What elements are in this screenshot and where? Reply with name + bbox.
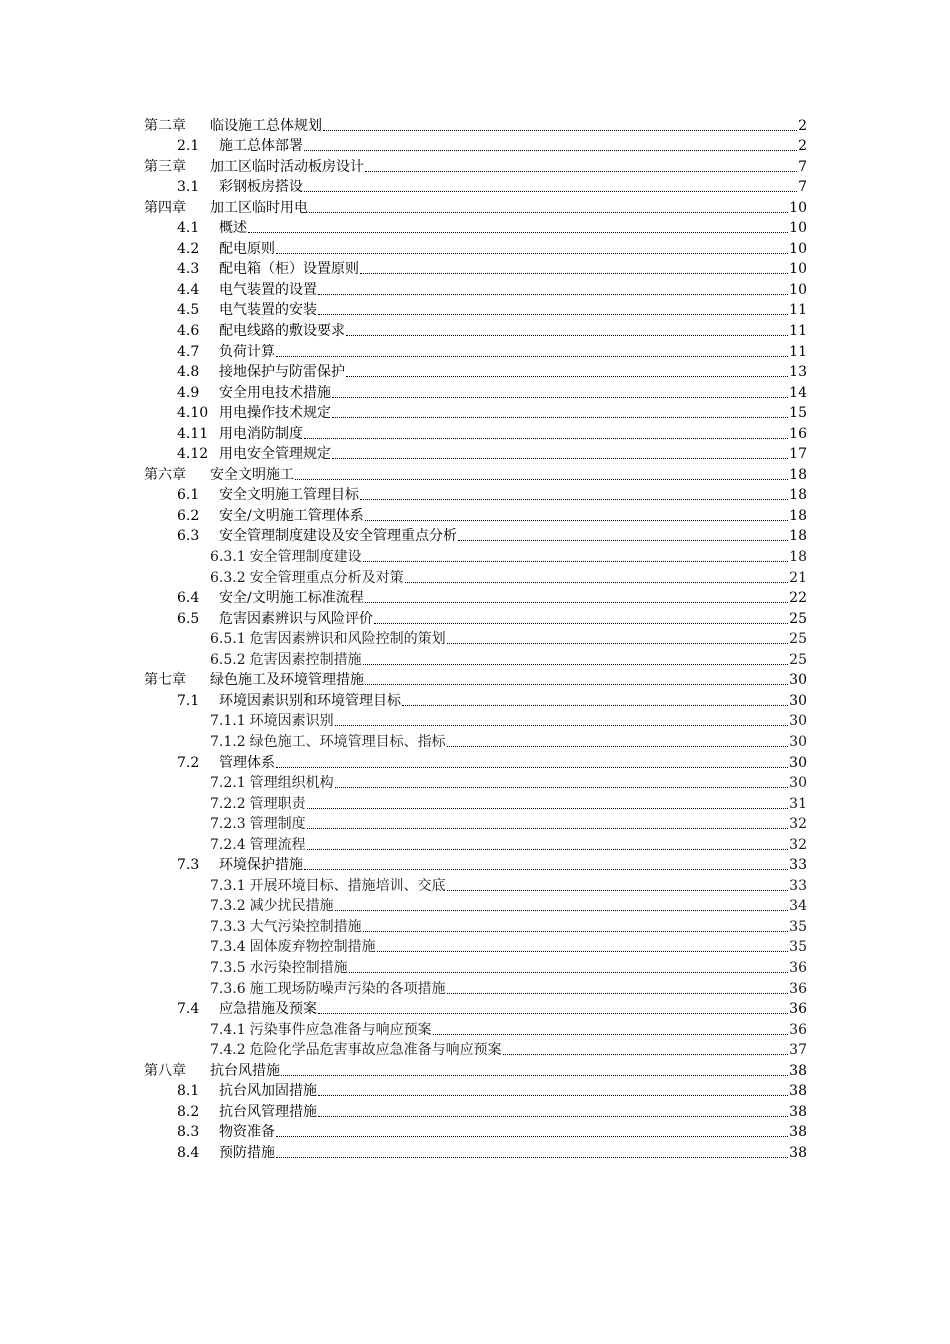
toc-entry[interactable] <box>144 526 807 547</box>
toc-entry-title: 安全文明施工 <box>210 466 294 483</box>
toc-dot-leader <box>318 294 788 295</box>
toc-dot-leader <box>276 1136 788 1137</box>
toc-dot-leader <box>295 479 788 480</box>
toc-entry-number: 4.10 <box>177 405 209 422</box>
toc-entry-number: 7.2 <box>177 754 200 771</box>
toc-dot-leader <box>309 212 788 213</box>
toc-entry-number: 4.8 <box>177 364 200 381</box>
toc-entry-number: 4.12 <box>177 446 209 463</box>
toc-entry-number: 6.3.1 <box>210 549 246 566</box>
toc-dot-leader <box>304 191 797 192</box>
toc-entry-page-number: 14 <box>789 384 807 401</box>
toc-entry[interactable] <box>144 711 807 732</box>
toc-entry[interactable] <box>144 834 807 855</box>
toc-dot-leader <box>307 828 789 829</box>
toc-entry-page-number: 36 <box>789 980 807 997</box>
toc-entry-title: 电气装置的安装 <box>219 302 317 319</box>
toc-entry-page-number: 37 <box>789 1042 807 1059</box>
toc-entry-page-number: 38 <box>789 1083 807 1100</box>
toc-dot-leader <box>318 314 788 315</box>
toc-entry-page-number: 2 <box>798 138 807 155</box>
toc-entry-title: 减少扰民措施 <box>249 898 334 915</box>
toc-entry[interactable] <box>144 115 807 136</box>
toc-entry[interactable] <box>144 444 807 465</box>
toc-entry-number: 7.2.3 <box>210 816 246 833</box>
toc-entry-title: 安全用电技术措施 <box>219 384 331 401</box>
toc-entry-number: 第二章 <box>144 117 186 134</box>
toc-dot-leader <box>346 376 788 377</box>
toc-dot-leader <box>363 561 789 562</box>
toc-entry[interactable] <box>144 403 807 424</box>
toc-entry-title: 绿色施工、环境管理目标、指标 <box>249 733 446 750</box>
toc-entry[interactable] <box>144 670 807 691</box>
toc-entry[interactable] <box>144 156 807 177</box>
toc-entry[interactable] <box>144 1040 807 1061</box>
toc-entry-title: 危害因素辨识和风险控制的策划 <box>249 631 446 648</box>
toc-entry-title: 危险化学品危害事故应急准备与响应预案 <box>249 1042 502 1059</box>
toc-entry-title: 安全管理重点分析及对策 <box>249 569 404 586</box>
toc-entry-page-number: 10 <box>789 281 807 298</box>
toc-entry-number: 第三章 <box>144 158 186 175</box>
toc-entry[interactable] <box>144 896 807 917</box>
toc-entry-page-number: 33 <box>789 877 807 894</box>
toc-dot-leader <box>405 582 789 583</box>
toc-entry[interactable] <box>144 937 807 958</box>
toc-entry-page-number: 13 <box>789 364 807 381</box>
toc-entry-title: 环境因素识别和环境管理目标 <box>219 692 401 709</box>
toc-entry-page-number: 25 <box>789 631 807 648</box>
toc-entry[interactable] <box>144 362 807 383</box>
toc-entry[interactable] <box>144 999 807 1020</box>
toc-entry-page-number: 25 <box>789 610 807 627</box>
toc-entry-page-number: 18 <box>789 528 807 545</box>
toc-entry-title: 大气污染控制措施 <box>249 918 362 935</box>
toc-entry-title: 开展环境目标、措施培训、交底 <box>249 877 446 894</box>
toc-entry[interactable] <box>144 1122 807 1143</box>
toc-entry[interactable] <box>144 136 807 157</box>
toc-dot-leader <box>335 787 789 788</box>
toc-dot-leader <box>447 890 789 891</box>
toc-entry[interactable] <box>144 649 807 670</box>
toc-entry-title: 概述 <box>219 220 247 237</box>
toc-dot-leader <box>365 171 797 172</box>
toc-entry[interactable] <box>144 875 807 896</box>
toc-entry-page-number: 30 <box>789 692 807 709</box>
toc-dot-leader <box>276 767 788 768</box>
toc-entry-page-number: 18 <box>789 487 807 504</box>
toc-entry[interactable] <box>144 259 807 280</box>
toc-entry-number: 4.1 <box>177 220 200 237</box>
toc-entry-number: 7.3.4 <box>210 939 246 956</box>
toc-entry[interactable] <box>144 238 807 259</box>
toc-dot-leader <box>363 931 789 932</box>
toc-dot-leader <box>332 397 788 398</box>
toc-entry-page-number: 32 <box>789 836 807 853</box>
toc-entry[interactable] <box>144 1081 807 1102</box>
toc-entry-number: 7.2.4 <box>210 836 246 853</box>
toc-entry[interactable] <box>144 588 807 609</box>
toc-entry[interactable] <box>144 197 807 218</box>
toc-entry[interactable] <box>144 505 807 526</box>
toc-entry[interactable] <box>144 1101 807 1122</box>
toc-entry-title: 用电操作技术规定 <box>219 405 331 422</box>
toc-dot-leader <box>335 725 789 726</box>
toc-entry-page-number: 18 <box>789 507 807 524</box>
toc-entry[interactable] <box>144 1060 807 1081</box>
toc-entry-title: 环境保护措施 <box>219 857 303 874</box>
toc-entry[interactable] <box>144 752 807 773</box>
toc-entry-title: 彩钢板房搭设 <box>219 179 303 196</box>
toc-entry-page-number: 25 <box>789 651 807 668</box>
toc-entry-number: 2.1 <box>177 138 200 155</box>
toc-entry-page-number: 32 <box>789 816 807 833</box>
toc-entry[interactable] <box>144 855 807 876</box>
toc-entry-page-number: 16 <box>789 425 807 442</box>
toc-entry-page-number: 30 <box>789 733 807 750</box>
toc-entry-title: 临设施工总体规划 <box>210 117 322 134</box>
toc-entry-number: 7.2.2 <box>210 795 246 812</box>
toc-dot-leader <box>281 1075 788 1076</box>
toc-entry-number: 6.3.2 <box>210 569 246 586</box>
toc-entry-number: 7.3.6 <box>210 980 246 997</box>
toc-entry[interactable] <box>144 382 807 403</box>
toc-entry[interactable] <box>144 485 807 506</box>
toc-dot-leader <box>363 664 789 665</box>
toc-entry-number: 7.4.1 <box>210 1021 246 1038</box>
toc-entry-title: 环境因素识别 <box>249 713 334 730</box>
toc-entry[interactable] <box>144 690 807 711</box>
toc-entry-page-number: 36 <box>789 959 807 976</box>
toc-entry[interactable] <box>144 957 807 978</box>
toc-entry-number: 8.3 <box>177 1124 200 1141</box>
toc-entry-title: 接地保护与防雷保护 <box>219 364 345 381</box>
toc-entry-page-number: 10 <box>789 220 807 237</box>
toc-dot-leader <box>318 1013 788 1014</box>
toc-entry-page-number: 30 <box>789 775 807 792</box>
toc-entry-number: 6.5.2 <box>210 651 246 668</box>
toc-entry-number: 6.4 <box>177 590 200 607</box>
toc-dot-leader <box>304 438 788 439</box>
toc-dot-leader <box>304 869 788 870</box>
toc-entry-number: 8.1 <box>177 1083 200 1100</box>
toc-entry-title: 负荷计算 <box>219 343 275 360</box>
toc-entry-title: 安全管理制度建设 <box>249 549 362 566</box>
toc-entry-title: 抗台风加固措施 <box>219 1083 317 1100</box>
toc-entry[interactable] <box>144 978 807 999</box>
toc-entry-title: 施工总体部署 <box>219 138 303 155</box>
toc-entry-title: 管理制度 <box>249 816 306 833</box>
toc-dot-leader <box>377 951 789 952</box>
toc-entry-title: 水污染控制措施 <box>249 959 348 976</box>
toc-entry-page-number: 35 <box>789 939 807 956</box>
toc-entry-title: 管理组织机构 <box>249 775 334 792</box>
toc-entry-number: 第七章 <box>144 672 186 689</box>
toc-dot-leader <box>318 1116 788 1117</box>
toc-entry-page-number: 11 <box>789 302 807 319</box>
toc-entry-title: 安全管理制度建设及安全管理重点分析 <box>219 528 457 545</box>
toc-entry-title: 应急措施及预案 <box>219 1001 317 1018</box>
toc-entry-number: 7.1.1 <box>210 713 246 730</box>
toc-entry-title: 施工现场防噪声污染的各项措施 <box>249 980 446 997</box>
toc-dot-leader <box>447 643 789 644</box>
toc-entry[interactable] <box>144 546 807 567</box>
toc-dot-leader <box>307 849 789 850</box>
toc-dot-leader <box>360 499 788 500</box>
toc-entry-number: 6.5 <box>177 610 200 627</box>
toc-entry-page-number: 38 <box>789 1124 807 1141</box>
toc-entry-number: 4.6 <box>177 323 200 340</box>
toc-entry-page-number: 35 <box>789 918 807 935</box>
toc-entry-page-number: 2 <box>798 117 807 134</box>
toc-entry-number: 7.4.2 <box>210 1042 246 1059</box>
toc-dot-leader <box>402 705 788 706</box>
toc-entry-title: 用电消防制度 <box>219 425 303 442</box>
toc-entry-title: 固体废弃物控制措施 <box>249 939 376 956</box>
toc-entry-number: 4.4 <box>177 281 200 298</box>
toc-dot-leader <box>365 684 788 685</box>
toc-entry[interactable] <box>144 320 807 341</box>
toc-entry-title: 污染事件应急准备与响应预案 <box>249 1021 432 1038</box>
toc-entry-number: 7.4 <box>177 1001 200 1018</box>
toc-entry[interactable] <box>144 464 807 485</box>
toc-entry-title: 管理流程 <box>249 836 306 853</box>
toc-entry-title: 电气装置的设置 <box>219 281 317 298</box>
toc-entry-number: 6.5.1 <box>210 631 246 648</box>
toc-dot-leader <box>332 417 788 418</box>
toc-dot-leader <box>433 1034 789 1035</box>
toc-entry-number: 4.11 <box>177 425 209 442</box>
toc-entry-page-number: 10 <box>789 199 807 216</box>
toc-dot-leader <box>346 335 788 336</box>
toc-entry-number: 4.7 <box>177 343 200 360</box>
toc-entry-page-number: 36 <box>789 1021 807 1038</box>
toc-entry-page-number: 11 <box>789 343 807 360</box>
toc-dot-leader <box>332 458 788 459</box>
toc-entry-page-number: 10 <box>789 240 807 257</box>
toc-entry-page-number: 11 <box>789 323 807 340</box>
toc-dot-leader <box>365 520 788 521</box>
toc-entry-page-number: 7 <box>798 158 807 175</box>
toc-entry-page-number: 17 <box>789 446 807 463</box>
toc-entry[interactable] <box>144 916 807 937</box>
toc-entry-title: 管理职责 <box>249 795 306 812</box>
toc-dot-leader <box>335 910 789 911</box>
toc-entry-title: 绿色施工及环境管理措施 <box>210 672 364 689</box>
toc-entry-number: 3.1 <box>177 179 200 196</box>
toc-entry-page-number: 21 <box>789 569 807 586</box>
toc-entry-page-number: 36 <box>789 1001 807 1018</box>
toc-entry-number: 6.3 <box>177 528 200 545</box>
toc-entry-page-number: 10 <box>789 261 807 278</box>
toc-entry-title: 抗台风管理措施 <box>219 1103 317 1120</box>
table-of-contents <box>144 115 807 1163</box>
toc-dot-leader <box>304 150 797 151</box>
toc-entry[interactable] <box>144 177 807 198</box>
toc-entry-number: 7.3.1 <box>210 877 246 894</box>
toc-entry-page-number: 22 <box>789 590 807 607</box>
toc-entry[interactable] <box>144 300 807 321</box>
toc-dot-leader <box>447 993 789 994</box>
toc-entry[interactable] <box>144 608 807 629</box>
toc-entry-title: 抗台风措施 <box>210 1062 280 1079</box>
toc-entry-page-number: 31 <box>789 795 807 812</box>
toc-dot-leader <box>276 253 788 254</box>
toc-entry-number: 4.9 <box>177 384 200 401</box>
toc-entry[interactable] <box>144 279 807 300</box>
toc-entry-page-number: 38 <box>789 1062 807 1079</box>
toc-entry-number: 7.2.1 <box>210 775 246 792</box>
toc-entry-number: 第八章 <box>144 1062 186 1079</box>
toc-entry-number: 7.3.2 <box>210 898 246 915</box>
toc-entry[interactable] <box>144 1142 807 1163</box>
toc-entry-title: 配电箱（柜）设置原则 <box>219 261 359 278</box>
toc-entry-page-number: 7 <box>798 179 807 196</box>
toc-entry-number: 第四章 <box>144 199 186 216</box>
toc-dot-leader <box>276 1157 788 1158</box>
toc-entry-page-number: 30 <box>789 713 807 730</box>
toc-entry-title: 加工区临时活动板房设计 <box>210 158 364 175</box>
toc-dot-leader <box>503 1054 789 1055</box>
toc-entry-title: 危害因素控制措施 <box>249 651 362 668</box>
toc-dot-leader <box>307 808 789 809</box>
toc-entry-page-number: 30 <box>789 754 807 771</box>
toc-entry-page-number: 15 <box>789 405 807 422</box>
toc-entry-title: 用电安全管理规定 <box>219 446 331 463</box>
toc-entry-title: 配电原则 <box>219 240 275 257</box>
toc-dot-leader <box>374 623 788 624</box>
toc-entry-title: 加工区临时用电 <box>210 199 308 216</box>
toc-dot-leader <box>323 130 797 131</box>
toc-entry-number: 7.3 <box>177 857 200 874</box>
toc-dot-leader <box>248 232 788 233</box>
toc-entry[interactable] <box>144 218 807 239</box>
toc-entry-number: 4.5 <box>177 302 200 319</box>
toc-entry-number: 4.2 <box>177 240 200 257</box>
toc-entry-number: 7.1.2 <box>210 733 246 750</box>
toc-dot-leader <box>349 972 789 973</box>
toc-entry[interactable] <box>144 423 807 444</box>
toc-entry-title: 配电线路的敷设要求 <box>219 323 345 340</box>
toc-entry-title: 物资准备 <box>219 1124 275 1141</box>
toc-entry[interactable] <box>144 341 807 362</box>
toc-dot-leader <box>360 273 788 274</box>
toc-entry-number: 7.1 <box>177 692 200 709</box>
toc-dot-leader <box>276 356 788 357</box>
toc-entry-page-number: 33 <box>789 857 807 874</box>
toc-entry[interactable] <box>144 814 807 835</box>
toc-dot-leader <box>447 746 789 747</box>
toc-entry-page-number: 30 <box>789 672 807 689</box>
toc-entry-title: 危害因素辨识与风险评价 <box>219 610 373 627</box>
toc-entry-title: 管理体系 <box>219 754 275 771</box>
toc-entry-title: 安全文明施工管理目标 <box>219 487 359 504</box>
toc-entry[interactable] <box>144 629 807 650</box>
toc-entry-page-number: 18 <box>789 549 807 566</box>
toc-entry-number: 8.4 <box>177 1144 200 1161</box>
toc-entry-page-number: 38 <box>789 1103 807 1120</box>
toc-entry-title: 安全/文明施工管理体系 <box>219 507 364 524</box>
toc-entry-page-number: 34 <box>789 898 807 915</box>
toc-dot-leader <box>458 540 788 541</box>
toc-entry[interactable] <box>144 567 807 588</box>
toc-entry-title: 预防措施 <box>219 1144 275 1161</box>
toc-entry-number: 7.3.3 <box>210 918 246 935</box>
toc-entry-page-number: 38 <box>789 1144 807 1161</box>
toc-entry-title: 安全/文明施工标准流程 <box>219 590 364 607</box>
toc-entry[interactable] <box>144 1019 807 1040</box>
toc-entry-number: 4.3 <box>177 261 200 278</box>
toc-entry-number: 8.2 <box>177 1103 200 1120</box>
toc-dot-leader <box>318 1095 788 1096</box>
toc-entry[interactable] <box>144 731 807 752</box>
toc-entry-number: 7.3.5 <box>210 959 246 976</box>
toc-dot-leader <box>365 602 788 603</box>
toc-entry-number: 6.2 <box>177 507 200 524</box>
toc-entry-page-number: 18 <box>789 466 807 483</box>
toc-entry[interactable] <box>144 773 807 794</box>
toc-entry-number: 6.1 <box>177 487 200 504</box>
toc-entry[interactable] <box>144 793 807 814</box>
toc-entry-number: 第六章 <box>144 466 186 483</box>
